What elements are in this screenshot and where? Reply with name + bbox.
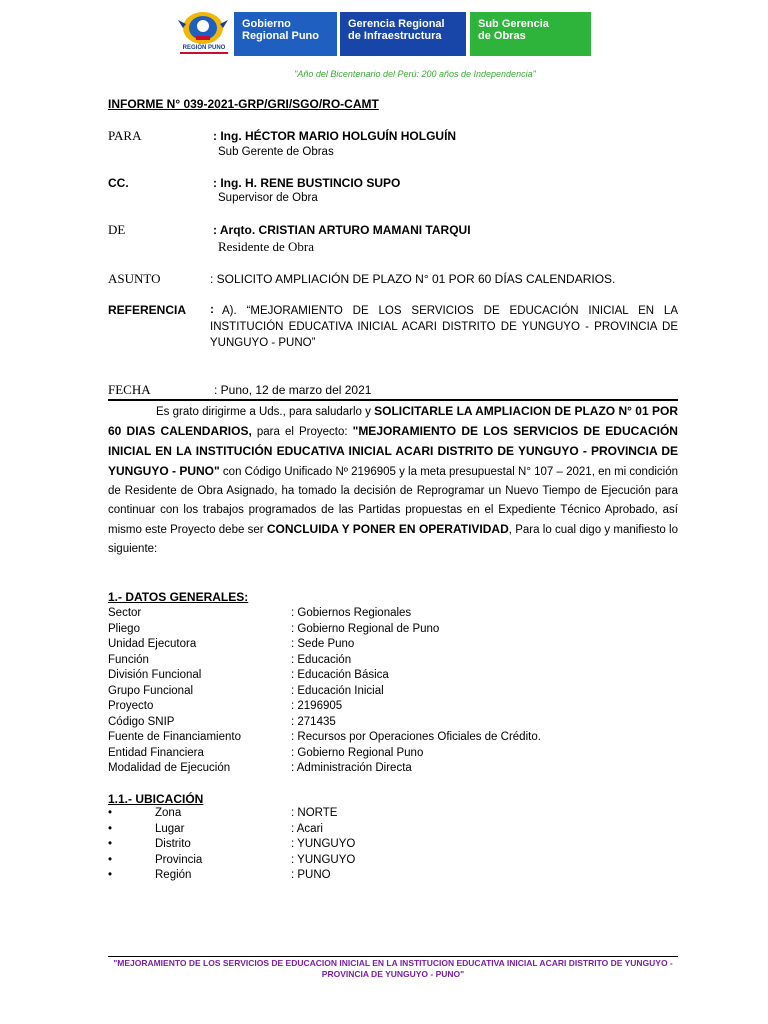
datos-row: [108, 685, 668, 700]
datos-value: : Gobiernos Regionales: [291, 607, 412, 619]
datos-key: Proyecto: [108, 700, 154, 712]
logo-text: REGIÓN PUNO: [182, 45, 226, 51]
body-bold-3: CONCLUIDA Y PONER EN OPERATIVIDAD: [266, 522, 509, 536]
body-text-2: para el Proyecto:: [251, 426, 353, 438]
datos-value: : Recursos por Operaciones Oficiales de Crédito.: [291, 731, 541, 743]
ubicacion-title: 1.1.- UBICACIÓN: [108, 792, 204, 806]
cc-name: : Ing. H. RENE BUSTINCIO SUPO: [213, 176, 401, 190]
body-text-3: con Código Unificado Nº 2196905 y la meta presupuestal N° 107 – 2021, en mi condición de Residente de Obra Asignado, ha tomado la decisión de Reprogramar un Nuevo Tiempo de Ejecución para continuar con los trabajos programados de las Partidas propuestas en el Expediente Técnico Aprobado, así mismo este Proyecto debe ser: [108, 466, 678, 536]
datos-key: Modalidad de Ejecución: [108, 762, 231, 774]
body-paragraph: [108, 402, 678, 559]
para-role: Sub Gerente de Obras: [218, 146, 334, 158]
datos-value: : Educación Básica: [291, 669, 389, 681]
body-bold-1: SOLICITARLE LA AMPLIACION DE PLAZO N° 01 POR 60 DIAS CALENDARIOS,: [108, 404, 678, 438]
ubicacion-key: Provincia: [155, 853, 203, 866]
datos-row: [108, 731, 668, 746]
datos-value: : Educación Inicial: [291, 684, 384, 697]
datos-key: Función: [108, 653, 149, 666]
datos-key: Código SNIP: [108, 715, 175, 728]
datos-value: : Administración Directa: [291, 762, 412, 774]
bullet-icon: •: [108, 838, 113, 850]
bar-line: Sub Gerencia: [478, 18, 549, 30]
bullet-icon: •: [108, 822, 113, 835]
datos-key: Pliego: [108, 622, 140, 635]
datos-value: : 271435: [291, 715, 336, 728]
datos-value: : Gobierno Regional Puno: [291, 746, 424, 759]
motto: "Año del Bicentenario del Perú: 200 años de Independencia": [294, 69, 536, 79]
datos-row: [108, 669, 668, 684]
bar-line: Regional Puno: [242, 30, 319, 42]
bullet-icon: •: [108, 807, 113, 819]
bar-line: Gobierno: [242, 18, 291, 30]
bullet-icon: •: [108, 853, 113, 866]
cc-label: CC.: [108, 176, 129, 190]
datos-row: [108, 716, 668, 731]
ubicacion-value: : YUNGUYO: [291, 853, 356, 866]
informe-number: INFORME N° 039-2021-GRP/GRI/SGO/RO-CAMT: [108, 97, 379, 111]
logo-underline: [180, 52, 228, 54]
datos-row: [108, 607, 668, 622]
para-label: PARA: [108, 128, 142, 143]
ubicacion-key: Lugar: [155, 822, 185, 835]
header-bar-gobierno: [234, 12, 337, 56]
datos-row: [108, 623, 668, 638]
fecha-value: : Puno, 12 de marzo del 2021: [214, 383, 372, 397]
asunto-value: : SOLICITO AMPLIACIÓN DE PLAZO N° 01 POR 60 DÍAS CALENDARIOS.: [210, 272, 616, 286]
datos-title: 1.- DATOS GENERALES:: [108, 590, 249, 604]
asunto-label: ASUNTO: [108, 271, 161, 286]
body-text-4: , Para lo cual digo y manifiesto lo siguiente:: [108, 524, 678, 555]
datos-row: [108, 747, 668, 762]
referencia-label: REFERENCIA: [108, 303, 187, 317]
ubicacion-row: [108, 838, 668, 853]
fecha-rule: [108, 399, 678, 401]
footer-rule: [108, 956, 678, 957]
ubicacion-value: : NORTE: [291, 807, 338, 819]
ubicacion-key: Región: [155, 869, 192, 881]
para-name: : Ing. HÉCTOR MARIO HOLGUÍN HOLGUÍN: [213, 129, 457, 143]
datos-row: [108, 700, 668, 715]
datos-row: [108, 762, 668, 777]
ubicacion-value: : PUNO: [291, 869, 331, 881]
header-bar-gerencia: [340, 12, 466, 56]
datos-value: : Educación: [291, 653, 352, 666]
datos-key: Entidad Financiera: [108, 746, 204, 759]
bar-line: Gerencia Regional: [348, 18, 445, 30]
body-bold-2: "MEJORAMIENTO DE LOS SERVICIOS DE EDUCACIÓN INICIAL EN LA INSTITUCIÓN EDUCATIVA INICIAL ACARI DISTRITO DE YUNGUYO - PROVINCIA DE YUNGUYO - PUNO": [108, 424, 678, 478]
de-role: Residente de Obra: [218, 239, 315, 254]
ubicacion-row: [108, 869, 668, 884]
ubicacion-value: : Acari: [291, 822, 323, 835]
fecha-label: FECHA: [108, 382, 151, 397]
ubicacion-row: [108, 823, 668, 838]
de-label: DE: [108, 222, 126, 237]
datos-key: Grupo Funcional: [108, 684, 194, 697]
header-bar-subgerencia: [470, 12, 591, 56]
datos-key: Sector: [108, 607, 142, 619]
datos-row: [108, 654, 668, 669]
ubicacion-row: [108, 854, 668, 869]
ubicacion-key: Distrito: [155, 838, 191, 850]
datos-key: División Funcional: [108, 669, 202, 681]
ubicacion-key: Zona: [155, 807, 182, 819]
referencia-value: A). “MEJORAMIENTO DE LOS SERVICIOS DE EDUCACIÓN INICIAL EN LA INSTITUCIÓN EDUCATIVA INICIAL ACARI DISTRITO DE YUNGUYO - PROVINCIA DE YUNGUYO - PUNO”: [210, 305, 678, 349]
de-name: : Arqto. CRISTIAN ARTURO MAMANI TARQUI: [213, 223, 471, 237]
datos-row: [108, 638, 668, 653]
datos-value: : Gobierno Regional de Puno: [291, 622, 440, 635]
bar-line: de Obras: [478, 30, 526, 42]
cc-role: Supervisor de Obra: [218, 192, 318, 204]
referencia-colon: :: [210, 302, 214, 316]
ubicacion-value: : YUNGUYO: [291, 838, 356, 850]
ubicacion-row: [108, 807, 668, 822]
datos-value: : Sede Puno: [291, 638, 355, 650]
datos-key: Unidad Ejecutora: [108, 638, 197, 650]
body-text-1: Es grato dirigirme a Uds., para saludarlo y: [156, 406, 375, 418]
datos-value: : 2196905: [291, 700, 343, 712]
bullet-icon: •: [108, 869, 113, 881]
bar-line: de Infraestructura: [348, 30, 442, 42]
datos-key: Fuente de Financiamiento: [108, 731, 241, 743]
footer-project: "MEJORAMIENTO DE LOS SERVICIOS DE EDUCACION INICIAL EN LA INSTITUCION EDUCATIVA INICIAL ACARI DISTRITO DE YUNGUYO - PROVINCIA DE YUNGUYO - PUNO": [113, 958, 673, 979]
